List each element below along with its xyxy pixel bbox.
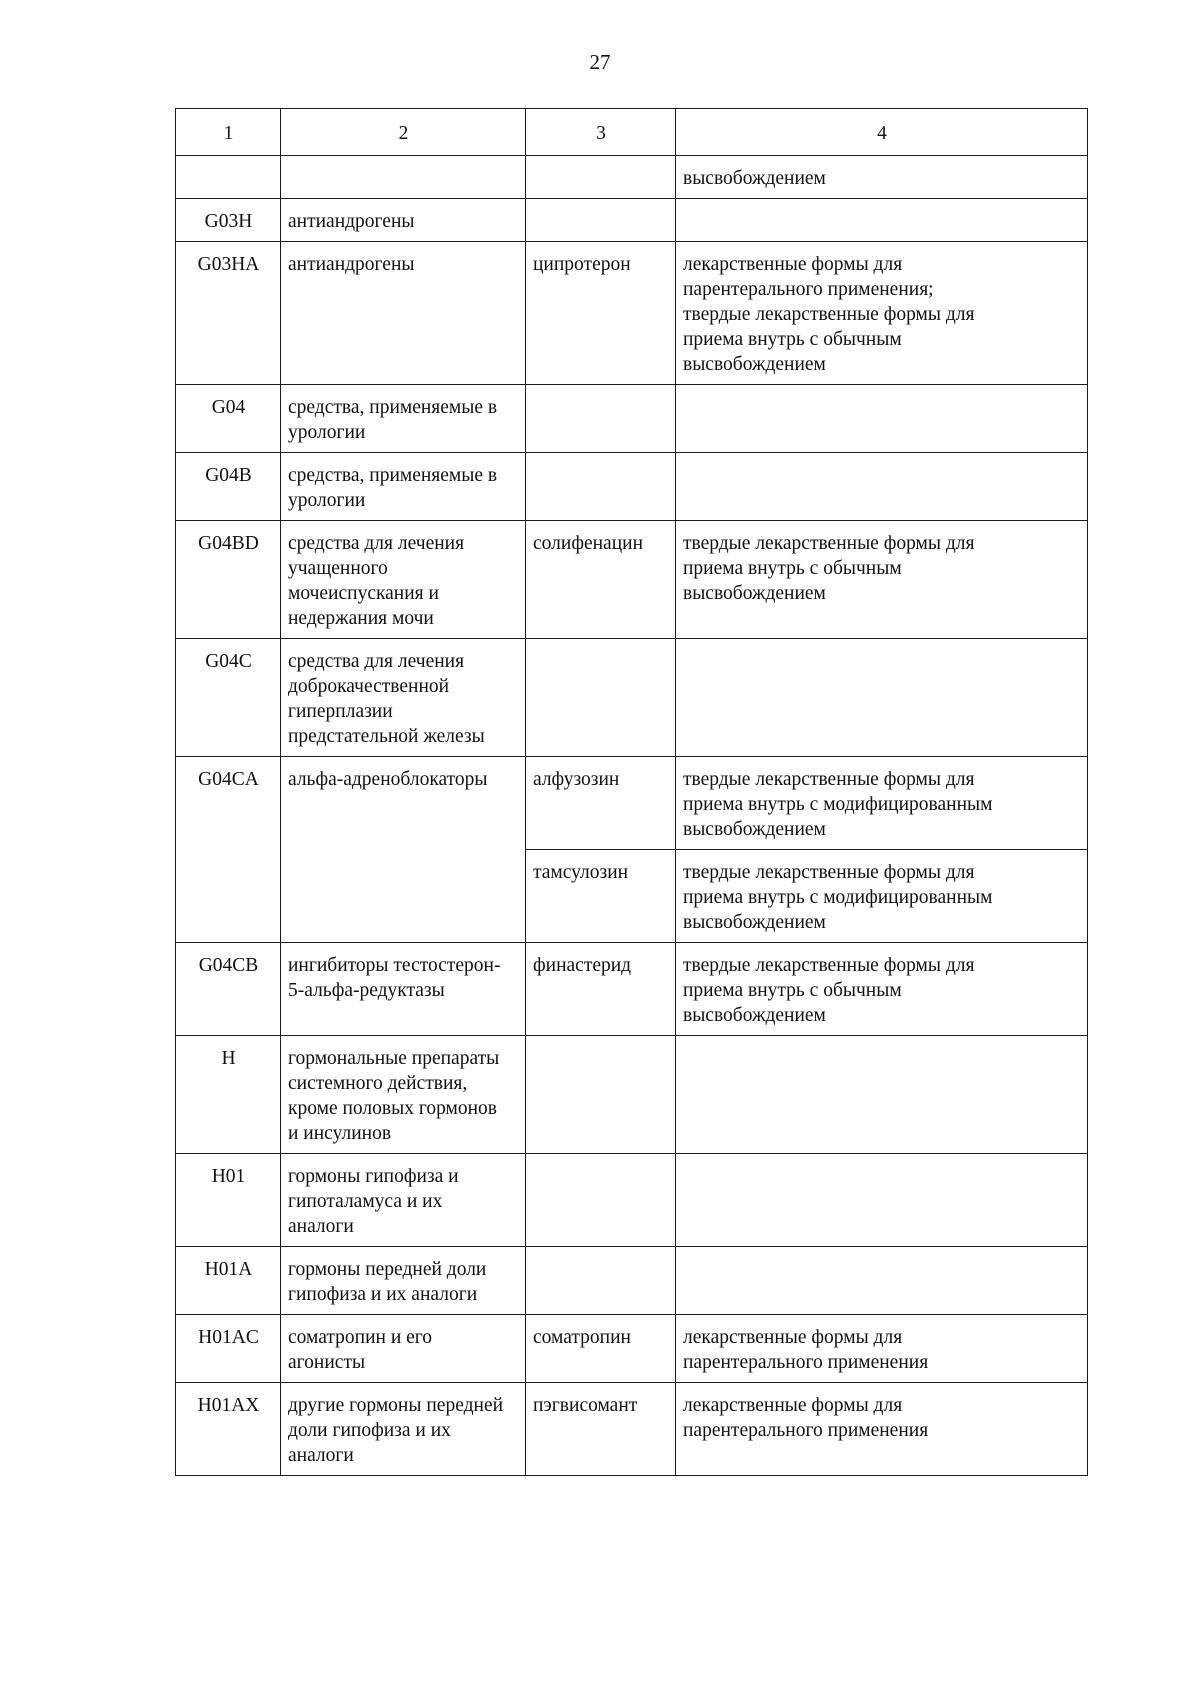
table-row	[176, 943, 1088, 1036]
group-name-cell: средства для лечения учащенного мочеиспускания и недержания мочи	[281, 521, 526, 639]
column-header-4: 4	[676, 109, 1088, 156]
table-row	[176, 199, 1088, 242]
table-row	[176, 757, 1088, 850]
group-name-cell: средства для лечения доброкачественной гиперплазии предстательной железы	[281, 639, 526, 757]
dosage-forms-cell: твердые лекарственные формы для приема внутрь с обычным высвобождением	[676, 521, 1088, 639]
dosage-forms-cell: высвобождением	[676, 156, 1088, 199]
group-name-cell: средства, применяемые в урологии	[281, 453, 526, 521]
column-header-3: 3	[526, 109, 676, 156]
atc-code-cell	[176, 156, 281, 199]
atc-code-cell: G04CA	[176, 757, 281, 943]
dosage-forms-cell: твердые лекарственные формы для приема внутрь с модифицированным высвобождением	[676, 757, 1088, 850]
table-row	[176, 1247, 1088, 1315]
dosage-forms-cell	[676, 1036, 1088, 1154]
dosage-forms-cell: лекарственные формы для парентерального применения	[676, 1315, 1088, 1383]
table-row	[176, 1154, 1088, 1247]
table-row	[176, 1383, 1088, 1476]
atc-code-cell: G04C	[176, 639, 281, 757]
table-row	[176, 639, 1088, 757]
drug-name-cell	[526, 1247, 676, 1315]
drug-name-cell: солифенацин	[526, 521, 676, 639]
group-name-cell: антиандрогены	[281, 199, 526, 242]
dosage-forms-cell: твердые лекарственные формы для приема внутрь с модифицированным высвобождением	[676, 850, 1088, 943]
table-row	[176, 1036, 1088, 1154]
group-name-cell	[281, 156, 526, 199]
table-row	[176, 242, 1088, 385]
drug-name-cell	[526, 1154, 676, 1247]
group-name-cell: альфа-адреноблокаторы	[281, 757, 526, 943]
dosage-forms-cell	[676, 453, 1088, 521]
drug-name-cell	[526, 199, 676, 242]
column-header-1: 1	[176, 109, 281, 156]
group-name-cell: соматропин и его агонисты	[281, 1315, 526, 1383]
drug-name-cell	[526, 453, 676, 521]
drug-name-cell	[526, 156, 676, 199]
atc-code-cell: H01A	[176, 1247, 281, 1315]
drug-name-cell: пэгвисомант	[526, 1383, 676, 1476]
group-name-cell: другие гормоны передней доли гипофиза и их аналоги	[281, 1383, 526, 1476]
dosage-forms-cell	[676, 385, 1088, 453]
atc-code-cell: G04CB	[176, 943, 281, 1036]
drug-name-cell	[526, 1036, 676, 1154]
table-row	[176, 385, 1088, 453]
group-name-cell: гормоны передней доли гипофиза и их аналоги	[281, 1247, 526, 1315]
table-row	[176, 1315, 1088, 1383]
table-row	[176, 521, 1088, 639]
drug-name-cell: ципротерон	[526, 242, 676, 385]
atc-code-cell: G04	[176, 385, 281, 453]
drug-name-cell: соматропин	[526, 1315, 676, 1383]
table-row	[176, 453, 1088, 521]
drug-name-cell	[526, 639, 676, 757]
dosage-forms-cell	[676, 199, 1088, 242]
column-header-2: 2	[281, 109, 526, 156]
atc-code-cell: G04BD	[176, 521, 281, 639]
atc-code-cell: H01	[176, 1154, 281, 1247]
group-name-cell: антиандрогены	[281, 242, 526, 385]
group-name-cell: средства, применяемые в урологии	[281, 385, 526, 453]
drug-classification-table	[175, 108, 1088, 1476]
page-number: 27	[589, 50, 611, 74]
dosage-forms-cell: лекарственные формы для парентерального применения	[676, 1383, 1088, 1476]
dosage-forms-cell	[676, 1154, 1088, 1247]
dosage-forms-cell	[676, 1247, 1088, 1315]
group-name-cell: ингибиторы тестостерон- 5-альфа-редуктазы	[281, 943, 526, 1036]
table-header-row	[176, 109, 1088, 156]
atc-code-cell: H	[176, 1036, 281, 1154]
atc-code-cell: G03H	[176, 199, 281, 242]
drug-name-cell: алфузозин	[526, 757, 676, 850]
dosage-forms-cell	[676, 639, 1088, 757]
atc-code-cell: H01AX	[176, 1383, 281, 1476]
dosage-forms-cell: твердые лекарственные формы для приема внутрь с обычным высвобождением	[676, 943, 1088, 1036]
atc-code-cell: G04B	[176, 453, 281, 521]
group-name-cell: гормональные препараты системного действия, кроме половых гормонов и инсулинов	[281, 1036, 526, 1154]
group-name-cell: гормоны гипофиза и гипоталамуса и их аналоги	[281, 1154, 526, 1247]
table-row	[176, 156, 1088, 199]
drug-name-cell: финастерид	[526, 943, 676, 1036]
drug-name-cell: тамсулозин	[526, 850, 676, 943]
dosage-forms-cell: лекарственные формы для парентерального применения; твердые лекарственные формы для приема внутрь с обычным высвобождением	[676, 242, 1088, 385]
drug-name-cell	[526, 385, 676, 453]
atc-code-cell: H01AC	[176, 1315, 281, 1383]
atc-code-cell: G03HA	[176, 242, 281, 385]
